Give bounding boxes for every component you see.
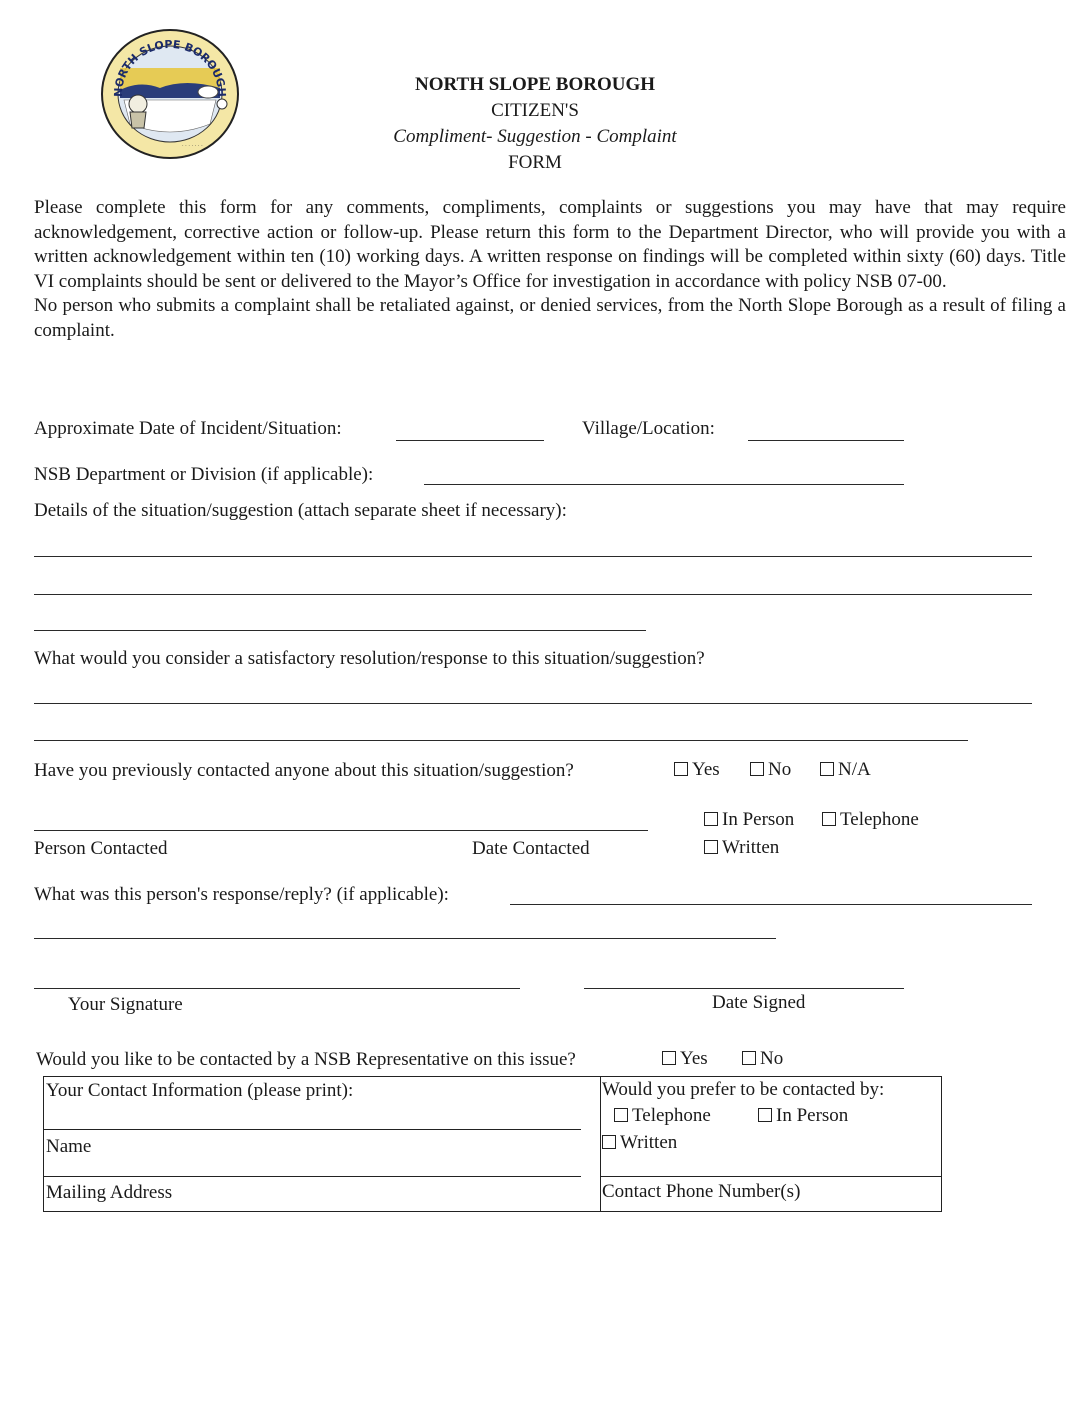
response-label: What was this person's response/reply? (if applicable): bbox=[34, 884, 449, 905]
contact-info-line bbox=[44, 1129, 581, 1130]
prefer-in-person[interactable]: In Person bbox=[758, 1105, 848, 1127]
table-divider bbox=[600, 1077, 601, 1211]
signature-field[interactable] bbox=[34, 988, 520, 989]
form-subtitle: Compliment- Suggestion - Complaint bbox=[393, 126, 677, 147]
date-signed-field[interactable] bbox=[584, 988, 904, 989]
resolution-label: What would you consider a satisfactory resolution/response to this situation/suggestion? bbox=[34, 648, 705, 669]
prefer-line bbox=[600, 1176, 941, 1177]
prefer-telephone[interactable]: Telephone bbox=[614, 1105, 711, 1127]
representative-no[interactable]: No bbox=[742, 1048, 783, 1070]
checkbox-icon bbox=[614, 1108, 628, 1122]
checkbox-icon bbox=[758, 1108, 772, 1122]
checkbox-icon bbox=[674, 762, 688, 776]
header-form: FORM bbox=[508, 152, 562, 173]
intro-paragraph-1: Please complete this form for any comments, compliments, complaints or suggestions you may have that may require acknowledgement, corrective action or follow-up. Please return this form to the Department Director, who will provide you with a written acknowledgement within ten (10) working days. A written response on findings will be completed within sixty (60) days. Title VI complaints should be sent or delivered to the Mayor’s Office for investigation in accordance with policy NSB 07-00. bbox=[34, 197, 1066, 292]
contact-info-label: Your Contact Information (please print): bbox=[46, 1080, 354, 1101]
response-line-1[interactable] bbox=[510, 904, 1032, 905]
village-field[interactable] bbox=[748, 440, 904, 441]
checkbox-icon bbox=[704, 840, 718, 854]
representative-yes[interactable]: Yes bbox=[662, 1048, 708, 1070]
representative-label: Would you like to be contacted by a NSB Representative on this issue? bbox=[36, 1049, 576, 1070]
form-header bbox=[300, 72, 770, 176]
checkbox-icon bbox=[742, 1051, 756, 1065]
prefer-written[interactable]: Written bbox=[602, 1132, 677, 1154]
details-line-3[interactable] bbox=[34, 630, 646, 631]
checkbox-icon bbox=[822, 812, 836, 826]
borough-seal-logo bbox=[100, 28, 240, 160]
response-line-2[interactable] bbox=[34, 938, 776, 939]
checkbox-icon bbox=[602, 1135, 616, 1149]
previous-contact-yes[interactable]: Yes bbox=[674, 759, 720, 781]
resolution-line-2[interactable] bbox=[34, 740, 968, 741]
checkbox-icon bbox=[704, 812, 718, 826]
details-line-1[interactable] bbox=[34, 556, 1032, 557]
method-in-person[interactable]: In Person bbox=[704, 809, 794, 831]
contact-information-table bbox=[43, 1076, 942, 1212]
checkbox-icon bbox=[662, 1051, 676, 1065]
org-name: NORTH SLOPE BOROUGH bbox=[414, 74, 656, 95]
resolution-line-1[interactable] bbox=[34, 703, 1032, 704]
person-contacted-label: Person Contacted bbox=[34, 838, 168, 859]
date-signed-label: Date Signed bbox=[712, 992, 806, 1013]
contact-phone-label[interactable]: Contact Phone Number(s) bbox=[602, 1181, 801, 1202]
checkbox-icon bbox=[750, 762, 764, 776]
previous-contact-label: Have you previously contacted anyone about this situation/suggestion? bbox=[34, 760, 574, 781]
header-citizens: CITIZEN'S bbox=[491, 100, 579, 121]
date-incident-field[interactable] bbox=[396, 440, 544, 441]
date-incident-label: Approximate Date of Incident/Situation: bbox=[34, 418, 342, 439]
checkbox-icon bbox=[820, 762, 834, 776]
department-field[interactable] bbox=[424, 484, 904, 485]
intro-text bbox=[34, 196, 1066, 343]
name-label[interactable]: Name bbox=[46, 1136, 92, 1157]
signature-label: Your Signature bbox=[68, 994, 183, 1015]
prefer-contact-label: Would you prefer to be contacted by: bbox=[602, 1079, 885, 1100]
svg-text:. . . . . . .: . . . . . . . bbox=[182, 142, 203, 148]
department-label: NSB Department or Division (if applicable): bbox=[34, 464, 374, 485]
mailing-address-label[interactable]: Mailing Address bbox=[46, 1182, 173, 1203]
details-line-2[interactable] bbox=[34, 594, 1032, 595]
date-contacted-label: Date Contacted bbox=[472, 838, 590, 859]
person-contacted-field[interactable] bbox=[34, 830, 648, 831]
intro-paragraph-2: No person who submits a complaint shall be retaliated against, or denied services, from the North Slope Borough as a result of filing a complaint. bbox=[34, 295, 1066, 341]
village-label: Village/Location: bbox=[582, 418, 715, 439]
name-line bbox=[44, 1176, 581, 1177]
seal-text: NORTH SLOPE BOROUGH bbox=[111, 37, 229, 98]
previous-contact-na[interactable]: N/A bbox=[820, 759, 871, 781]
method-written[interactable]: Written bbox=[704, 837, 779, 859]
details-label: Details of the situation/suggestion (attach separate sheet if necessary): bbox=[34, 500, 567, 521]
method-telephone[interactable]: Telephone bbox=[822, 809, 919, 831]
previous-contact-no[interactable]: No bbox=[750, 759, 791, 781]
